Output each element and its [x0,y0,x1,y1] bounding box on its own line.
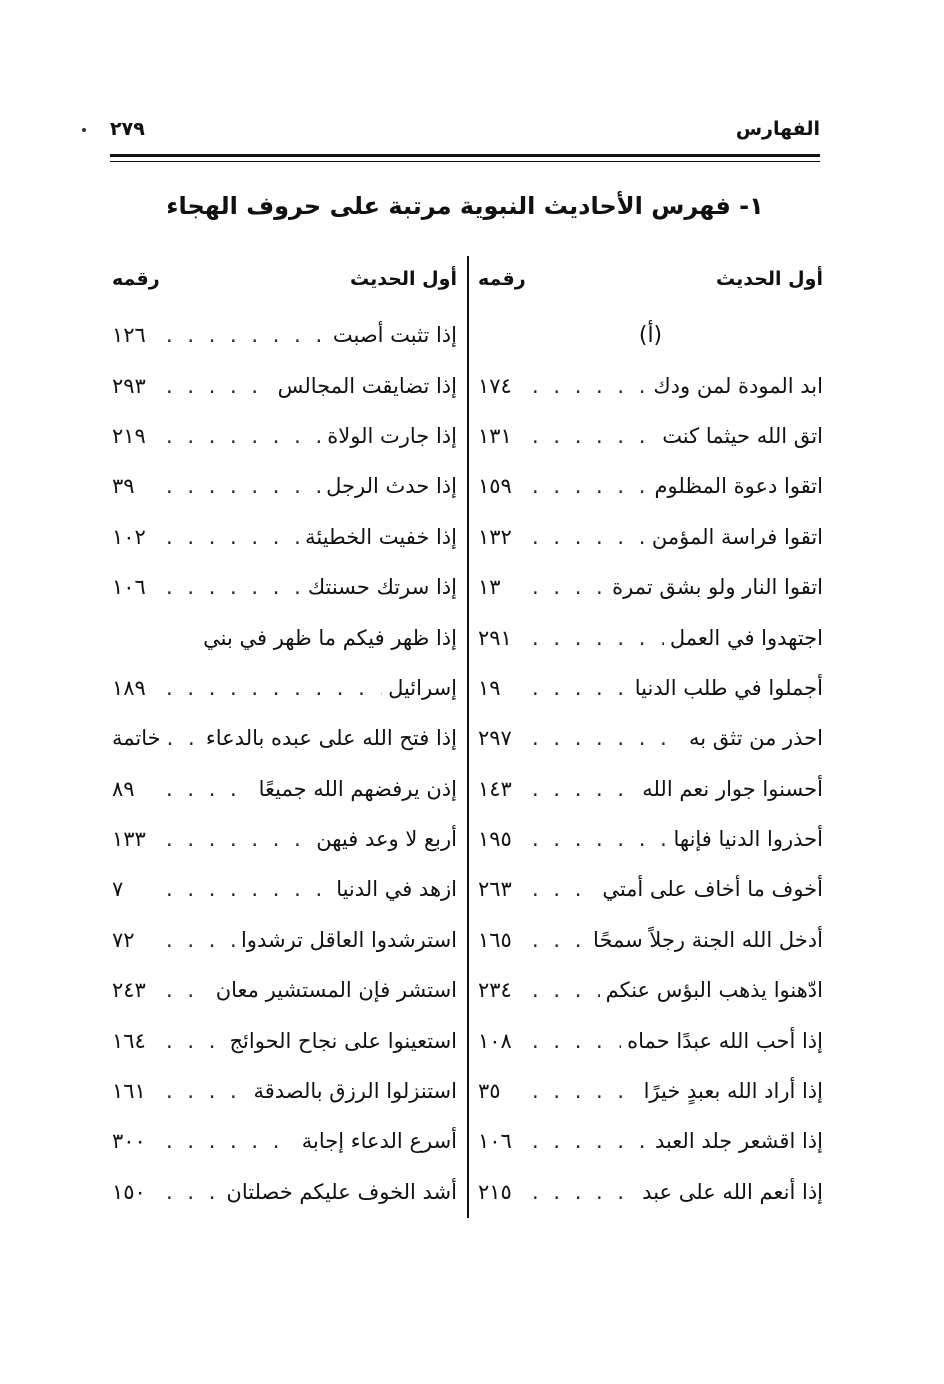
hadith-number: ٨٩ [112,776,135,801]
hadith-number: ٧٢ [112,927,135,952]
hadith-number: ١٤٣ [478,776,512,801]
index-entry [112,1066,457,1116]
index-entry [112,461,457,511]
hadith-first-words: اتق الله حيثما كنت [662,423,823,448]
hadith-number: ١٠٢ [112,524,146,549]
hadith-first-words: أخوف ما أخاف على أمتي [602,877,823,902]
hadith-first-words: إسرائيل [388,675,457,700]
hadith-number: ٢٤٣ [112,978,146,1003]
dot-leader [166,676,382,700]
hadith-first-words: إذا تثبت أصبت [332,323,457,348]
left-column-entries [112,310,457,1217]
index-entry [112,411,457,461]
hadith-number: خاتمة [112,726,161,751]
index-entry [112,612,457,662]
dot-leader [532,777,636,801]
hadith-number: ٧ [112,877,124,902]
left-column [112,262,457,1217]
index-entry [478,915,823,965]
heading-first-words: أول الحديث [350,268,457,290]
hadith-first-words: إذا تضايقت المجالس [277,373,457,398]
hadith-first-words: اتقوا دعوة المظلوم [654,474,823,499]
hadith-number: ١٦٥ [478,927,512,952]
heading-number: رقمه [112,268,160,290]
hadith-first-words: أحسنوا جوار نعم الله [642,776,823,801]
hadith-number: ٢٣٤ [478,978,512,1003]
dot-leader [166,928,235,952]
running-header [110,118,820,148]
dot-leader [166,424,321,448]
hadith-first-words: أدخل الله الجنة رجلاً سمحًا [593,927,823,952]
hadith-first-words: إذا جارت الولاة [327,423,457,448]
margin-dot [82,128,86,132]
dot-leader [532,1079,638,1103]
hadith-number: ١٣١ [478,423,512,448]
hadith-first-words: احذر من تثق به [688,726,823,751]
hadith-first-words: إذا اقشعر جلد العبد [654,1129,823,1154]
index-entry [478,1015,823,1065]
hadith-first-words: إذا فتح الله على عبده بالدعاء [205,726,457,751]
hadith-first-words: استرشدوا العاقل ترشدوا [240,927,457,952]
dot-leader [532,525,646,549]
index-entry [478,864,823,914]
hadith-number: ١٦٤ [112,1028,146,1053]
index-entry [112,764,457,814]
right-column-entries [478,360,823,1217]
running-header-title: الفهارس [735,118,820,140]
dot-leader [532,374,647,398]
index-entry [478,965,823,1015]
dot-leader [532,827,667,851]
dot-leader [167,726,200,750]
hadith-first-words: استنزلوا الرزق بالصدقة [253,1079,457,1104]
right-column-heading [478,262,823,302]
left-column-heading [112,262,457,302]
dot-leader [532,626,664,650]
hadith-number: ٢١٥ [478,1179,512,1204]
hadith-number: ٢٦٣ [478,877,512,902]
dot-leader [532,877,596,901]
hadith-first-words: إذا ظهر فيكم ما ظهر في بني [203,625,457,650]
header-rule-thin [110,161,820,162]
index-entry [478,360,823,410]
hadith-first-words: ادّهنوا يذهب البؤس عنكم [605,978,823,1003]
index-entry [112,814,457,864]
hadith-first-words: أسرع الدعاء إجابة [301,1129,457,1154]
dot-leader [166,1180,220,1204]
index-entry [112,1167,457,1217]
index-entry [478,663,823,713]
heading-first-words: أول الحديث [716,268,823,290]
index-title: ١- فهرس الأحاديث النبوية مرتبة على حروف الهجاء [166,192,764,220]
index-entry [112,1116,457,1166]
dot-leader [532,928,587,952]
index-entry [112,360,457,410]
index-entry [112,663,457,713]
hadith-number: ١٢٦ [112,323,146,348]
dot-leader [532,424,656,448]
index-entry [478,461,823,511]
index-entry [478,1066,823,1116]
hadith-first-words: أجملوا في طلب الدنيا [634,675,823,700]
hadith-first-words: إذا أحب الله عبدًا حماه [627,1028,823,1053]
hadith-first-words: ابد المودة لمن ودك [653,373,823,398]
hadith-number: ١٠٦ [112,575,146,600]
hadith-first-words: إذا خفيت الخطيئة [305,524,457,549]
heading-number: رقمه [478,268,526,290]
dot-leader [166,777,253,801]
dot-leader [532,1129,649,1153]
hadith-first-words: اجتهدوا في العمل [669,625,823,650]
dot-leader [532,978,600,1002]
index-entry [478,411,823,461]
dot-leader [166,877,330,901]
column-divider [467,256,469,1218]
hadith-number: ٣٥ [478,1079,501,1104]
index-entry [478,1116,823,1166]
right-column [478,262,823,1217]
hadith-first-words: إذا سرتك حسنتك [307,575,457,600]
hadith-first-words: استشر فإن المستشير معان [215,978,457,1003]
dot-leader [532,474,649,498]
index-entry [112,864,457,914]
hadith-number: ١٣ [478,575,501,600]
hadith-number: ١٨٩ [112,675,146,700]
index-entry [112,562,457,612]
header-rule-thick [110,154,820,157]
hadith-number: ٣٩ [112,474,135,499]
index-entry [478,512,823,562]
index-entry [112,1015,457,1065]
hadith-first-words: اتقوا فراسة المؤمن [651,524,823,549]
dot-leader [166,474,320,498]
hadith-number: ١٧٤ [478,373,512,398]
dot-leader [532,726,683,750]
index-entry [112,713,457,763]
hadith-number: ٢٩١ [478,625,512,650]
index-entry [478,612,823,662]
dot-leader [166,323,327,347]
dot-leader [532,575,606,599]
dot-leader [166,978,210,1002]
hadith-first-words: إذا أنعم الله على عبد [642,1179,823,1204]
dot-leader [166,525,299,549]
hadith-number: ١٣٣ [112,827,146,852]
dot-leader [166,374,272,398]
dot-leader [166,827,310,851]
index-entry [112,915,457,965]
hadith-number: ١٥٩ [478,474,512,499]
hadith-first-words: إذا أراد الله بعبدٍ خيرًا [643,1079,823,1104]
index-entry [478,713,823,763]
hadith-first-words: ازهد في الدنيا [336,877,457,902]
hadith-first-words: أحذروا الدنيا فإنها [673,827,823,852]
hadith-number: ٢٩٧ [478,726,512,751]
dot-leader [166,575,302,599]
hadith-first-words: أربع لا وعد فيهن [316,827,457,852]
index-entry [478,814,823,864]
hadith-first-words: أشد الخوف عليكم خصلتان [226,1179,457,1204]
hadith-first-words: إذا حدث الرجل [326,474,457,499]
hadith-number: ١٩ [478,675,501,700]
index-entry [478,1167,823,1217]
index-entry [478,764,823,814]
hadith-number: ١٥٠ [112,1179,146,1204]
hadith-number: ١٠٨ [478,1028,512,1053]
dot-leader [166,1129,296,1153]
hadith-number: ١٩٥ [478,827,512,852]
hadith-number: ١٣٢ [478,524,512,549]
dot-leader [532,676,629,700]
hadith-number: ٢١٩ [112,423,146,448]
hadith-number: ١٦١ [112,1079,146,1104]
hadith-first-words: استعينوا على نجاح الحوائج [229,1028,457,1053]
dot-leader [532,1180,636,1204]
hadith-first-words: اتقوا النار ولو بشق تمرة [612,575,823,600]
hadith-first-words: إذن يرفضهم الله جميعًا [258,776,457,801]
dot-leader [166,1029,224,1053]
hadith-number: ٢٩٣ [112,373,146,398]
dot-leader [166,1079,247,1103]
hadith-number: ٣٠٠ [112,1129,146,1154]
dot-leader [532,1029,621,1053]
index-entry [112,965,457,1015]
index-entry [478,562,823,612]
hadith-number: ١٠٦ [478,1129,512,1154]
index-entry [112,512,457,562]
index-entry [112,310,457,360]
page-number: ٢٧٩ [110,118,145,140]
letter-heading: (أ) [638,322,663,348]
